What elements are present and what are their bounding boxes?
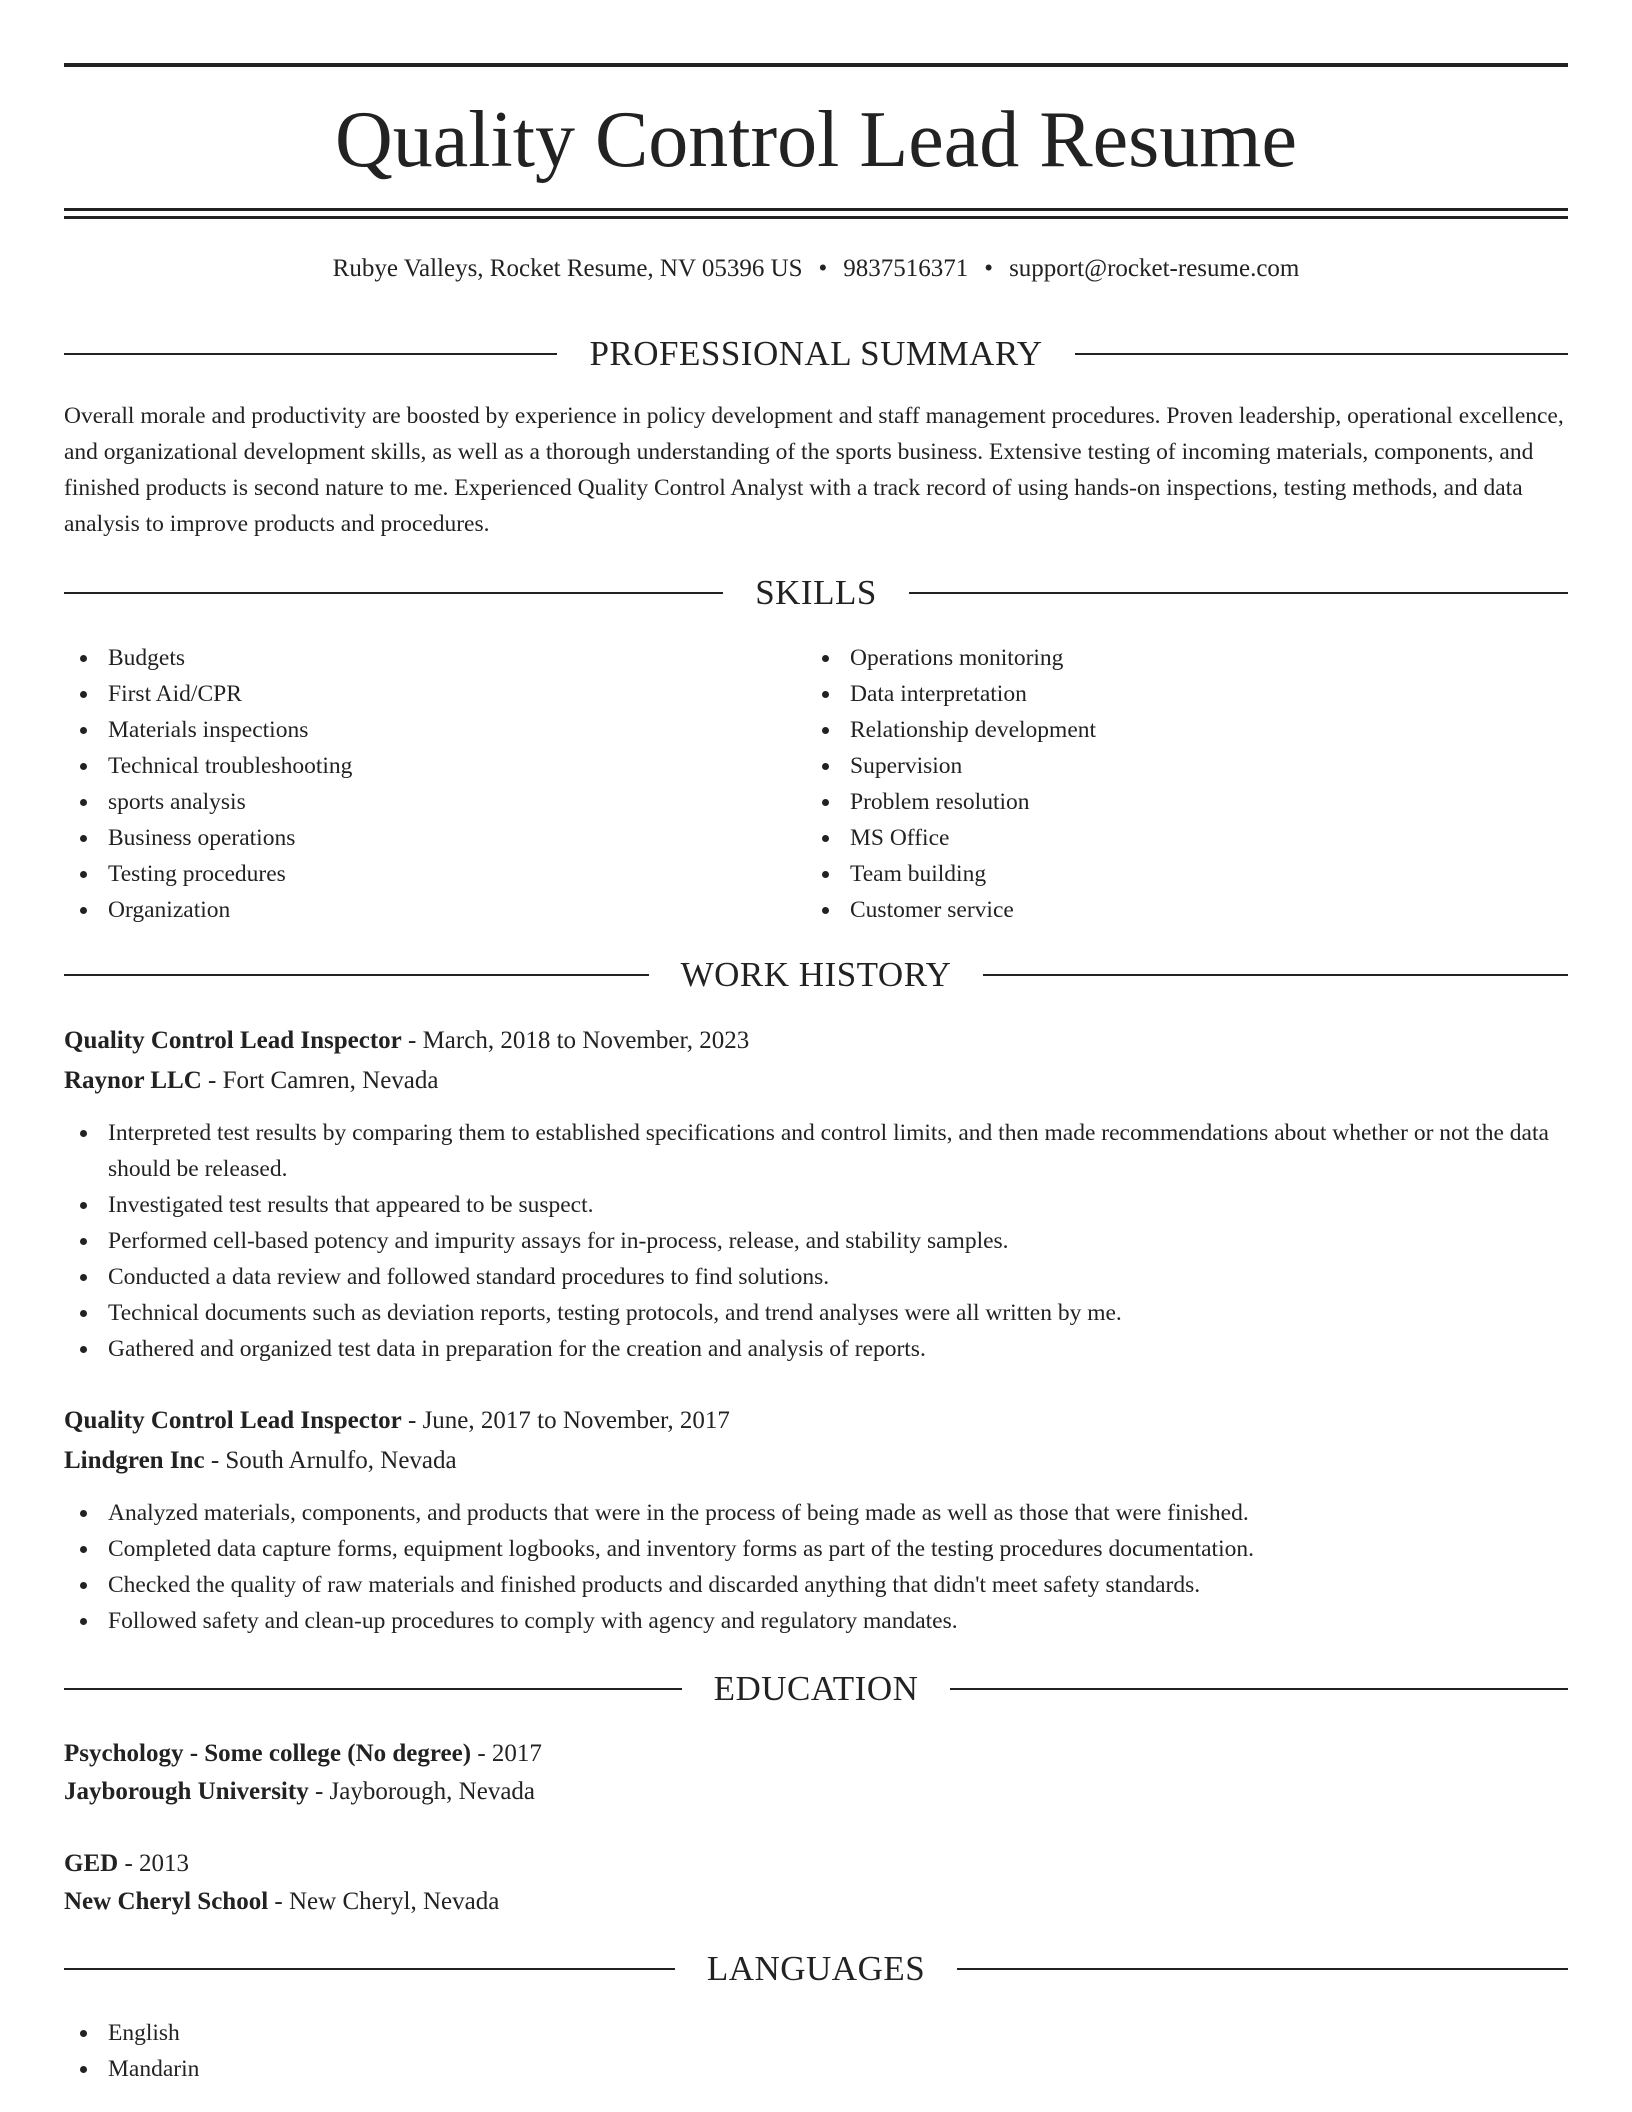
skill-item: Budgets	[64, 640, 764, 676]
skills-heading	[64, 571, 1568, 615]
education-degree: GED	[64, 1850, 119, 1877]
heading-rule	[909, 592, 1568, 594]
education-school: New Cheryl School	[64, 1888, 269, 1915]
education-location: Jayborough, Nevada	[329, 1778, 536, 1805]
job-location: South Arnulfo, Nevada	[225, 1447, 457, 1474]
education-year: 2017	[491, 1740, 542, 1767]
skills-left-column	[64, 640, 764, 928]
job-dates: March, 2018 to November, 2023	[422, 1027, 750, 1054]
job-title: Quality Control Lead Inspector	[64, 1027, 402, 1054]
work-history-heading	[64, 953, 1568, 997]
contact-phone: 9837516371	[843, 255, 969, 282]
job-duty: Gathered and organized test data in preparation for the creation and analysis of reports.	[64, 1331, 1568, 1367]
education-year: 2013	[139, 1850, 190, 1877]
education-school: Jayborough University	[64, 1778, 309, 1805]
skill-item: sports analysis	[64, 784, 764, 820]
education-location: New Cheryl, Nevada	[288, 1888, 500, 1915]
section-title: LANGUAGES	[706, 1949, 926, 1988]
skill-item: Organization	[64, 892, 764, 928]
title-double-rule	[64, 208, 1568, 219]
summary-heading	[64, 332, 1568, 376]
job-duties-list	[64, 1495, 1568, 1639]
skills-list-right	[806, 640, 1506, 928]
job-location: Fort Camren, Nevada	[222, 1067, 439, 1094]
heading-rule	[957, 1968, 1568, 1970]
skills-right-column	[806, 640, 1506, 928]
job-company-line: Raynor LLC - Fort Camren, Nevada	[64, 1067, 439, 1094]
skill-item: Materials inspections	[64, 712, 764, 748]
contact-separator: •	[818, 255, 828, 282]
job-company-line: Lindgren Inc - South Arnulfo, Nevada	[64, 1447, 457, 1474]
language-item: English	[64, 2015, 1568, 2051]
job-duty: Followed safety and clean-up procedures to comply with agency and regulatory mandates.	[64, 1603, 1568, 1639]
heading-rule	[950, 1688, 1568, 1690]
languages-list	[64, 2015, 1568, 2087]
job-duty: Conducted a data review and followed standard procedures to find solutions.	[64, 1259, 1568, 1295]
job-duty: Checked the quality of raw materials and finished products and discarded anything that didn't meet safety standards.	[64, 1567, 1568, 1603]
job-company: Raynor LLC	[64, 1067, 202, 1094]
skill-item: Relationship development	[806, 712, 1506, 748]
heading-rule	[64, 353, 557, 355]
job-title: Quality Control Lead Inspector	[64, 1407, 402, 1434]
skill-item: Business operations	[64, 820, 764, 856]
skill-item: Supervision	[806, 748, 1506, 784]
skill-item: Technical troubleshooting	[64, 748, 764, 784]
job-duty: Completed data capture forms, equipment logbooks, and inventory forms as part of the testing procedures documentation.	[64, 1531, 1568, 1567]
top-rule	[64, 63, 1568, 67]
job-company: Lindgren Inc	[64, 1447, 205, 1474]
skill-item: MS Office	[806, 820, 1506, 856]
skill-item: Problem resolution	[806, 784, 1506, 820]
skills-list-left	[64, 640, 764, 928]
education-degree-line: Psychology - Some college (No degree) - 2017	[64, 1740, 542, 1767]
section-title: SKILLS	[755, 573, 877, 612]
job-title-line: Quality Control Lead Inspector - March, 2018 to November, 2023	[64, 1027, 750, 1054]
section-title: EDUCATION	[713, 1669, 919, 1708]
education-school-line: Jayborough University - Jayborough, Nevada	[64, 1778, 536, 1805]
job-duty: Performed cell-based potency and impurity assays for in-process, release, and stability samples.	[64, 1223, 1568, 1259]
skill-item: Team building	[806, 856, 1506, 892]
skill-item: Data interpretation	[806, 676, 1506, 712]
skill-item: Operations monitoring	[806, 640, 1506, 676]
skill-item: First Aid/CPR	[64, 676, 764, 712]
skill-item: Testing procedures	[64, 856, 764, 892]
education-school-line: New Cheryl School - New Cheryl, Nevada	[64, 1888, 500, 1915]
section-title: PROFESSIONAL SUMMARY	[589, 334, 1043, 373]
languages-heading	[64, 1947, 1568, 1991]
skill-item: Customer service	[806, 892, 1506, 928]
heading-rule	[64, 592, 723, 594]
job-duty: Analyzed materials, components, and products that were in the process of being made as well as those that were finished.	[64, 1495, 1568, 1531]
education-degree-line: GED - 2013	[64, 1850, 190, 1877]
language-item: Mandarin	[64, 2051, 1568, 2087]
job-duty: Interpreted test results by comparing them to established specifications and control limits, and then made recommendations about whether or not the data should be released.	[64, 1115, 1568, 1187]
contact-line	[64, 253, 1568, 285]
job-duty: Investigated test results that appeared to be suspect.	[64, 1187, 1568, 1223]
heading-rule	[64, 974, 649, 976]
contact-address: Rubye Valleys, Rocket Resume, NV 05396 US	[332, 255, 803, 282]
heading-rule	[64, 1688, 682, 1690]
job-dates: June, 2017 to November, 2017	[422, 1407, 730, 1434]
heading-rule	[1075, 353, 1568, 355]
education-degree: Psychology - Some college (No degree)	[64, 1740, 472, 1767]
contact-separator: •	[984, 255, 994, 282]
summary-text: Overall morale and productivity are boosted by experience in policy development and staff management procedures. Proven leadership, operational excellence, and organizational development skills, as well as a thorough understanding of the sports business. Extensive testing of incoming materials, components, and finished products is second nature to me. Experienced Quality Control Analyst with a track record of using hands-on inspections, testing methods, and data analysis to improve products and procedures.	[64, 403, 1564, 537]
job-title-line: Quality Control Lead Inspector - June, 2017 to November, 2017	[64, 1407, 730, 1434]
job-duty: Technical documents such as deviation reports, testing protocols, and trend analyses were all written by me.	[64, 1295, 1568, 1331]
job-duties-list	[64, 1115, 1568, 1367]
resume-title: Quality Control Lead Resume	[334, 96, 1298, 184]
contact-email[interactable]: support@rocket-resume.com	[1009, 255, 1300, 282]
section-title: WORK HISTORY	[680, 955, 952, 994]
heading-rule	[64, 1968, 675, 1970]
heading-rule	[983, 974, 1568, 976]
education-heading	[64, 1667, 1568, 1711]
